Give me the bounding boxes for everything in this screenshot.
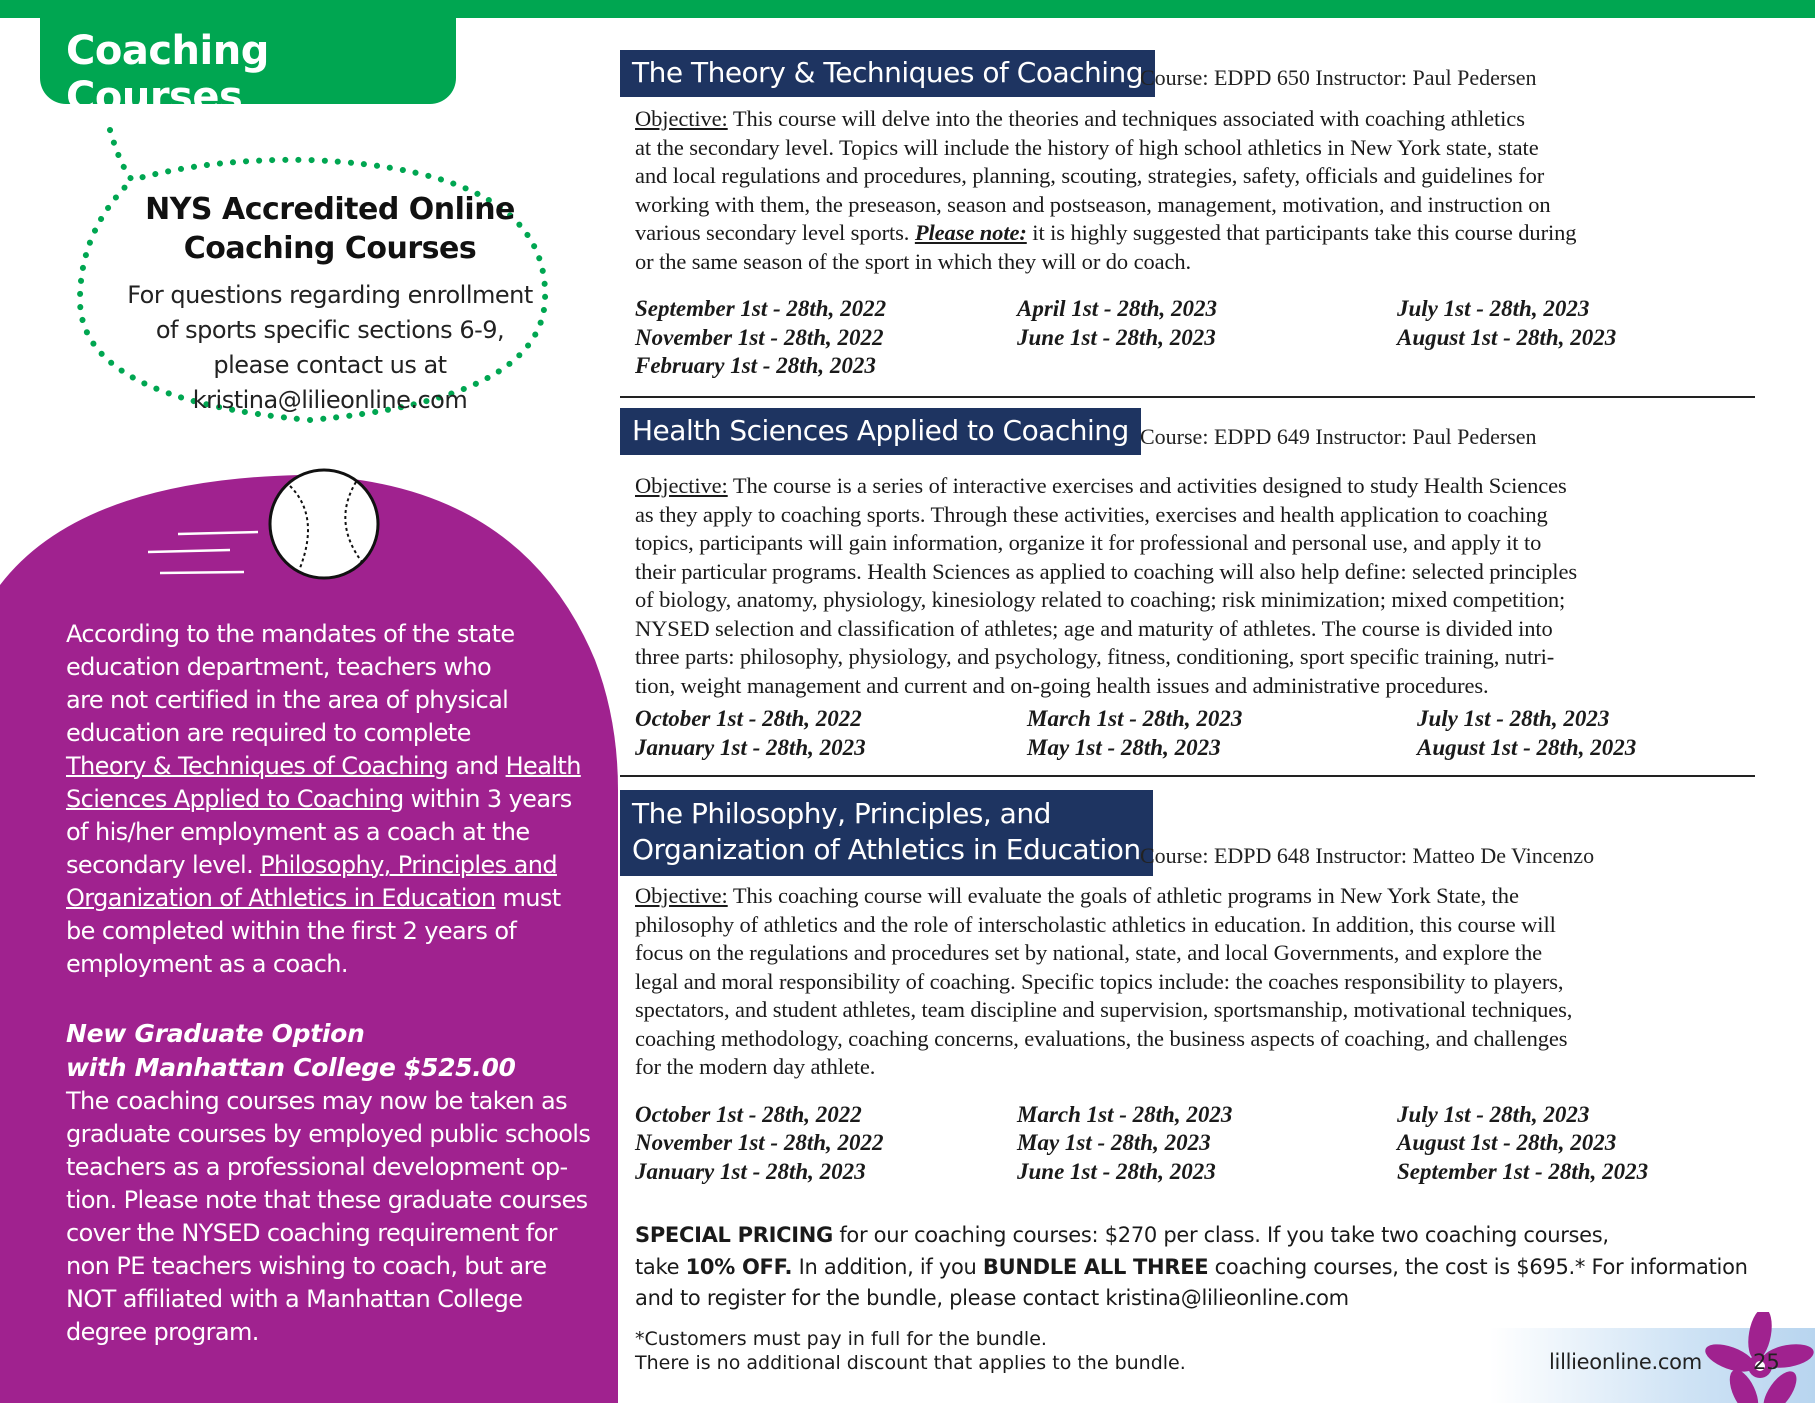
course-objective: Objective: This coaching course will evaluate the goals of athletic programs in New York State, the philosophy of athletics and the role of interscholastic athletics in education. In addition, this course will focus on the regulations and procedures set by national, state, and local Governments, and explore the legal and moral responsibility of coaching. Specific topics include: the coaches responsibility to players, spectators, and student athletes, team discipline and supervision, sportsmanship, motivational techniques, coaching methodology, coaching concerns, evaluations, the business aspects of coaching, and challenges for the modern day athlete. <box>635 883 1573 1079</box>
course-objective: Objective: This course will delve into the theories and techniques associated with coaching athletics at the secondary level. Topics will include the history of high school athletics in New York state, state and local regulations and procedures, planning, scouting, strategies, safety, officials and guidelines for working with them, the preseason, season and postseason, management, motivation, and instruction on various secondary level sports. Please note: it is highly suggested that participants take this course during or the same season of the sport in which they will or do coach. <box>635 106 1577 274</box>
pricing-footnote: *Customers must pay in full for the bundle. There is no additional discount that applies to the bundle. <box>635 1328 1186 1374</box>
divider <box>620 775 1755 777</box>
link-health-course-cont[interactable]: Sciences Applied to Coaching <box>66 785 404 813</box>
bubble-content <box>100 190 560 418</box>
requirements-text: According to the mandates of the state education department, teachers who are not certified in the area of physical education are required to complete Theory & Techniques of Coaching and Health Sciences Applied to Coaching within 3 years of his/her employment as a coach at the secondary level. Philosophy, Principles and Organization of Athletics in Education must be completed within the first 2 years of employment as a coach. New Graduate Option with Manhattan College $525.00 The coaching courses may now be taken as graduate courses by employed public schools teachers as a professional development op- tion. Please note that these graduate courses cover the NYSED coaching requirement for non PE teachers wishing to coach, but are NOT affiliated with a Manhattan College degree program. <box>66 618 606 1349</box>
course-dates <box>620 295 1755 385</box>
course-meta: Course: EDPD 648 Instructor: Matteo De Vincenzo <box>1140 843 1595 868</box>
course-title: Health Sciences Applied to Coaching <box>620 408 1141 455</box>
course-objective: Objective: The course is a series of interactive exercises and activities designed to study Health Sciences as they apply to coaching sports. Through these activities, exercises and health application to coaching topics, participants will gain information, organize it for professional and personal use, and apply it to their particular programs. Health Sciences as applied to coaching will also help define: selected principles of biology, anatomy, physiology, kinesiology related to coaching; risk minimization; mixed competition; NYSED selection and classification of athletes; age and maturity of athletes. The course is divided into three parts: philosophy, physiology, and psychology, fitness, conditioning, sport specific training, nutri- tion, weight management and current and on-going health issues and administrative procedures. <box>635 473 1577 698</box>
course-title: The Philosophy, Principles, and Organization of Athletics in Education <box>620 790 1153 876</box>
link-philosophy-course-cont[interactable]: Organization of Athletics in Education <box>66 884 496 912</box>
course-health-sciences <box>620 408 1755 765</box>
course-meta: Course: EDPD 650 Instructor: Paul Pedersen <box>1140 65 1537 90</box>
date-column: October 1st - 28th, 2022 January 1st - 28th, 2023 <box>635 706 866 760</box>
section-title: Coaching Courses <box>66 28 269 120</box>
date-column: July 1st - 28th, 2023 August 1st - 28th, 2023 <box>1417 706 1637 760</box>
bubble-body: For questions regarding enrollment of sports specific sections 6-9, please contact us at kristina@lilieonline.com <box>100 278 560 418</box>
special-pricing: SPECIAL PRICING for our coaching courses: $270 per class. If you take two coaching courses, take 10% OFF. In addition, if you BUNDLE ALL THREE coaching courses, the cost is $695.* For information and to register for the bundle, please contact kristina@lilieonline.com <box>635 1220 1765 1315</box>
course-meta: Course: EDPD 649 Instructor: Paul Pedersen <box>1140 424 1537 449</box>
date-column: September 1st - 28th, 2022 November 1st - 28th, 2022 February 1st - 28th, 2023 <box>635 296 887 378</box>
course-philosophy-principles <box>620 790 1755 1191</box>
course-theory-techniques <box>620 50 1755 385</box>
date-column: March 1st - 28th, 2023 May 1st - 28th, 2023 <box>1027 706 1243 760</box>
link-health-course[interactable]: Health <box>505 752 581 780</box>
date-column: July 1st - 28th, 2023 August 1st - 28th, 2023 <box>1397 296 1617 350</box>
contact-email[interactable]: kristina@lilieonline.com <box>192 386 468 414</box>
baseball-icon <box>262 462 392 592</box>
link-philosophy-course[interactable]: Philosophy, Principles and <box>260 851 557 879</box>
divider <box>620 396 1755 398</box>
link-theory-course[interactable]: Theory & Techniques of Coaching <box>66 752 449 780</box>
course-title: The Theory & Techniques of Coaching <box>620 50 1155 97</box>
date-column: October 1st - 28th, 2022 November 1st - 28th, 2022 January 1st - 28th, 2023 <box>635 1101 884 1184</box>
page-number: 25 <box>1753 1350 1780 1374</box>
date-column: April 1st - 28th, 2023 June 1st - 28th, 2023 <box>1017 296 1218 350</box>
course-dates <box>620 1101 1755 1191</box>
date-column: July 1st - 28th, 2023 August 1st - 28th, 2023 September 1st - 28th, 2023 <box>1397 1101 1649 1184</box>
course-dates <box>620 705 1755 765</box>
footer-url[interactable]: lillieonline.com <box>1549 1350 1702 1374</box>
graduate-option-heading: New Graduate Option with Manhattan College $525.00 <box>66 1019 516 1082</box>
bubble-heading: NYS Accredited Online Coaching Courses <box>145 192 515 266</box>
date-column: March 1st - 28th, 2023 May 1st - 28th, 2023 June 1st - 28th, 2023 <box>1017 1101 1233 1184</box>
section-title-tab <box>40 0 456 120</box>
register-contact[interactable]: and to register for the bundle, please contact kristina@lilieonline.com <box>635 1286 1349 1310</box>
